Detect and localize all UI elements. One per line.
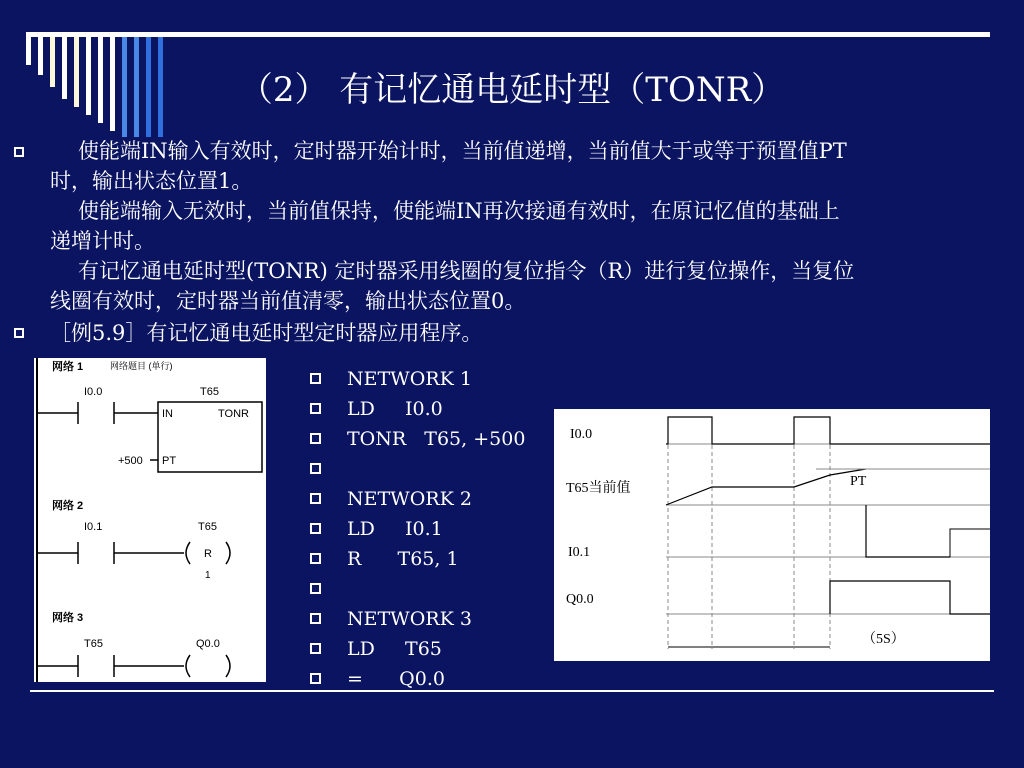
page-title: （2） 有记忆通电延时型（TONR） (238, 70, 786, 110)
tonr-type: TONR (218, 408, 249, 420)
network-2-label: 网络 2 (52, 500, 84, 512)
code-text: LD T65 (347, 638, 442, 660)
example-caption: ［例5.9］有记忆通电延时型定时器应用程序。 (50, 321, 483, 345)
code-text: LD I0.1 (347, 518, 443, 540)
n3-coil-left (186, 655, 190, 677)
timing-diagram (554, 409, 990, 661)
paragraph-3-line-2: 线圈有效时，定时器当前值清零，输出状态位置0。 (50, 289, 526, 313)
t65-drop (866, 505, 950, 557)
label-i00: I0.0 (570, 427, 593, 442)
network-3-label: 网络 3 (52, 612, 84, 624)
code-text: = Q0.0 (347, 668, 445, 690)
tonr-pt-value: +500 (118, 455, 143, 467)
label-q00: Q0.0 (566, 592, 594, 607)
ladder-diagram (34, 358, 266, 682)
n2-contact (37, 542, 230, 564)
title-top-rule (26, 32, 990, 37)
code-text: R T65, 1 (347, 548, 459, 570)
code-line (310, 514, 525, 544)
bullet-icon (310, 373, 321, 384)
paragraph-3-line-1: 有记忆通电延时型(TONR) 定时器采用线圈的复位指令（R）进行复位操作，当复位 (78, 259, 855, 283)
bullet-icon (310, 523, 321, 534)
bullet-icon (310, 583, 321, 594)
code-line (310, 364, 525, 394)
tonr-pt-pin: PT (162, 455, 177, 467)
n2-contact-label: I0.1 (84, 521, 103, 533)
n1-timer-label: T65 (200, 386, 219, 398)
q00-waveform (830, 581, 990, 614)
n3-contact-label: T65 (84, 638, 103, 650)
code-line (310, 574, 525, 604)
network-1-comment: 网络题目 (单行) (110, 361, 173, 371)
bullet-icon (14, 147, 24, 157)
i01-waveform (884, 529, 990, 557)
code-text: LD I0.0 (347, 398, 443, 420)
code-text: NETWORK 2 (347, 488, 472, 510)
label-i01: I0.1 (568, 545, 591, 560)
paragraph-2-line-2: 递增计时。 (50, 229, 155, 253)
n2-coil-label: T65 (198, 521, 217, 533)
label-duration: （5S） (862, 632, 905, 647)
network-1-label: 网络 1 (52, 361, 84, 373)
i00-waveform (666, 417, 990, 444)
code-line (310, 454, 525, 484)
bottom-rule (30, 690, 994, 692)
paragraph-1-line-2: 时，输出状态位置1。 (50, 169, 253, 193)
n2-coil-count: 1 (205, 570, 211, 581)
bullet-icon (310, 553, 321, 564)
bullet-icon (14, 328, 24, 338)
bullet-icon (310, 463, 321, 474)
n2-coil-right (226, 542, 230, 564)
paragraph-1 (50, 136, 1010, 196)
code-line (310, 604, 525, 634)
code-line (310, 544, 525, 574)
paragraph-3 (50, 256, 1010, 316)
n3-coil-right (226, 655, 230, 677)
bullet-icon (310, 403, 321, 414)
code-text: NETWORK 1 (347, 368, 472, 390)
bullet-icon (310, 643, 321, 654)
tonr-in-pin: IN (162, 408, 173, 420)
code-line (310, 394, 525, 424)
code-line (310, 424, 525, 454)
paragraph-2 (50, 196, 1010, 256)
bullet-icon (310, 433, 321, 444)
paragraph-2-line-1: 使能端输入无效时，当前值保持，使能端IN再次接通有效时，在原记忆值的基础上 (78, 199, 840, 223)
n3-contact (37, 655, 230, 677)
n2-coil-left (186, 542, 190, 564)
code-line (310, 634, 525, 664)
label-pt: PT (850, 474, 867, 489)
n2-coil-type: R (204, 548, 212, 560)
bullet-icon (310, 493, 321, 504)
bullet-icon (310, 613, 321, 624)
code-text: NETWORK 3 (347, 608, 472, 630)
bullet-icon (310, 673, 321, 684)
n3-coil-label: Q0.0 (196, 638, 220, 650)
n1-contact (37, 402, 158, 424)
instruction-list (310, 364, 525, 694)
t65-current-ramp (666, 469, 866, 505)
n1-contact-label: I0.0 (84, 386, 103, 398)
code-line (310, 484, 525, 514)
paragraph-1-line-1: 使能端IN输入有效时，定时器开始计时，当前值递增，当前值大于或等于预置值PT (78, 139, 847, 163)
code-text: TONR T65, +500 (347, 428, 526, 450)
label-t65: T65当前值 (566, 481, 631, 496)
